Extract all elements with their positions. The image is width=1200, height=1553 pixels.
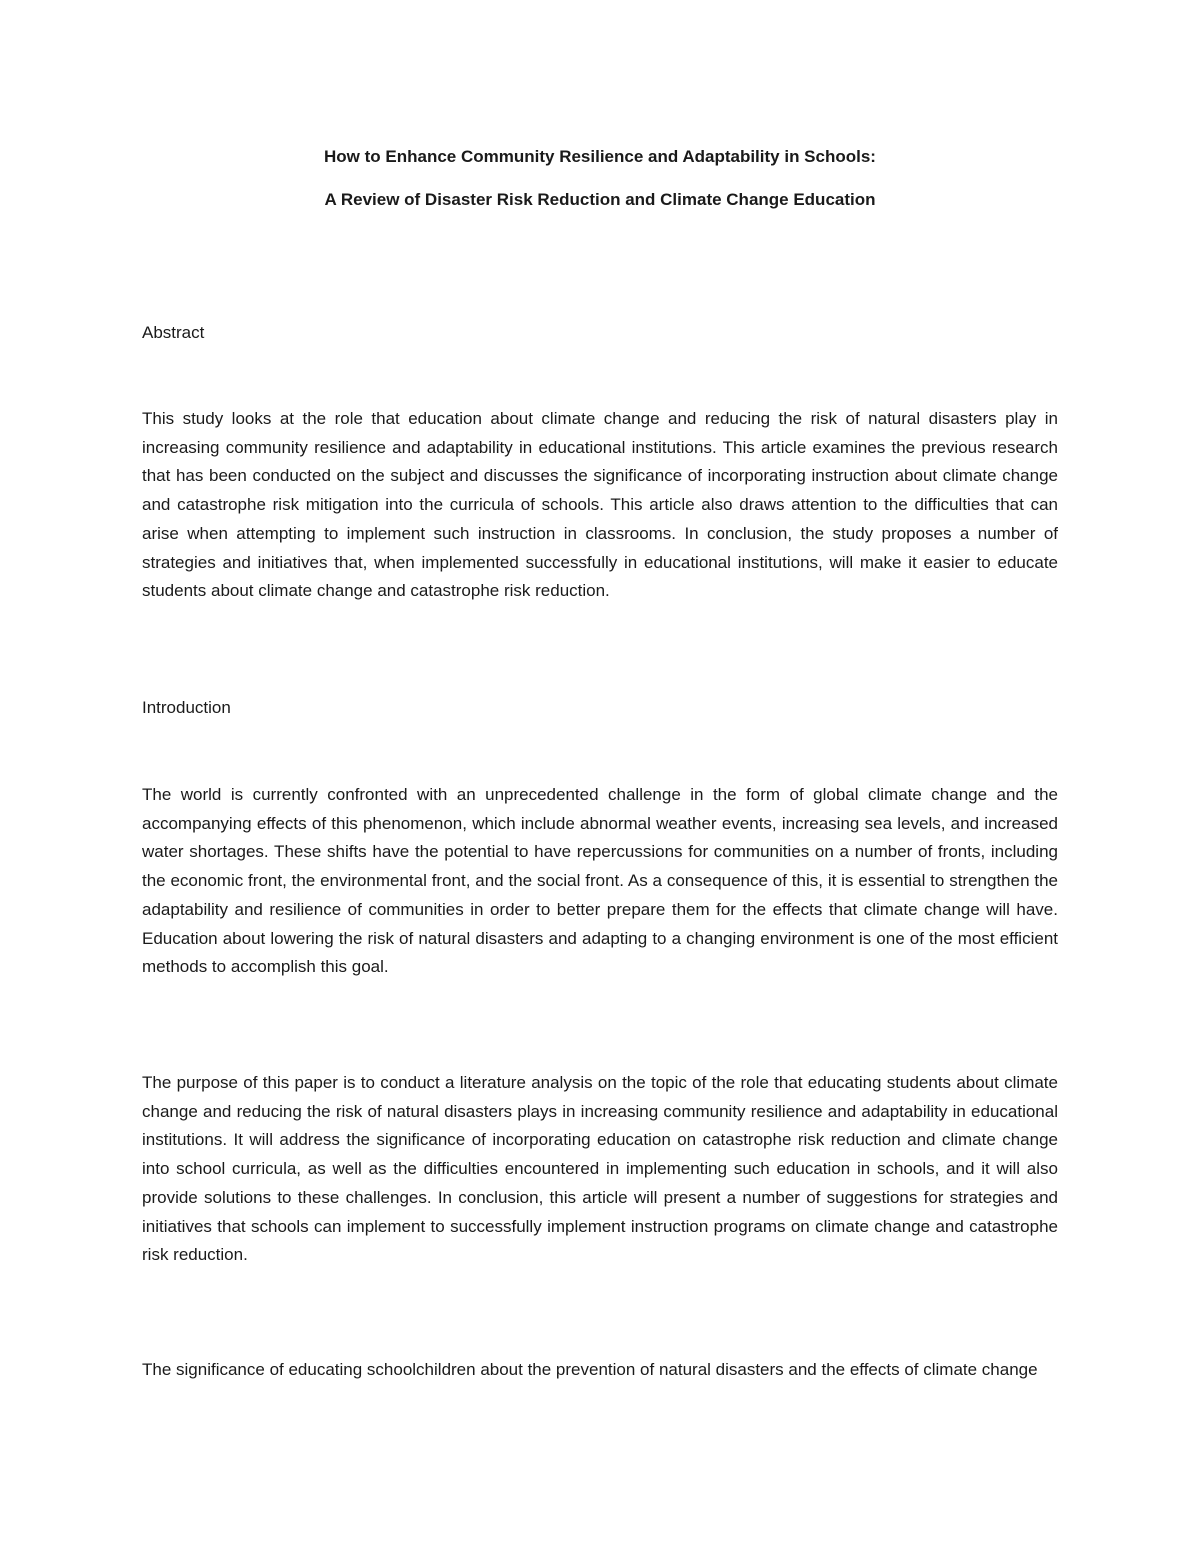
abstract-paragraph: This study looks at the role that education about climate change and reducing the risk of natural disasters play in increasing community resilience and adaptability in educational institutions. This article examines the previous research that has been conducted on the subject and discusses the significance of incorporating instruction about climate change and catastrophe risk mitigation into the curricula of schools. This article also draws attention to the difficulties that can arise when attempting to implement such instruction in classrooms. In conclusion, the study proposes a number of strategies and initiatives that, when implemented successfully in educational institutions, will make it easier to educate students about climate change and catastrophe risk reduction. <box>142 409 1058 601</box>
introduction-paragraph-2: The purpose of this paper is to conduct a literature analysis on the topic of the role that educating students about climate change and reducing the risk of natural disasters plays in increasing community resilience and adaptability in educational institutions. It will address the significance of incorporating education on catastrophe risk reduction and climate change into school curricula, as well as the difficulties encountered in implementing such education in schools, and it will also provide solutions to these challenges. In conclusion, this article will present a number of suggestions for strategies and initiatives that schools can implement to successfully implement instruction programs on climate change and catastrophe risk reduction. <box>142 1073 1058 1265</box>
introduction-paragraph-1: The world is currently confronted with an unprecedented challenge in the form of global climate change and the accompanying effects of this phenomenon, which include abnormal weather events, increasing sea levels, and increased water shortages. These shifts have the potential to have repercussions for communities on a number of fronts, including the economic front, the environmental front, and the social front. As a consequence of this, it is essential to strengthen the adaptability and resilience of communities in order to better prepare them for the effects that climate change will have. Education about lowering the risk of natural disasters and adapting to a changing environment is one of the most efficient methods to accomplish this goal. <box>142 785 1058 977</box>
abstract-heading: Abstract <box>142 323 205 342</box>
significance-heading: The significance of educating schoolchildren about the prevention of natural disasters and the effects of climate change <box>142 1360 1038 1379</box>
introduction-heading: Introduction <box>142 698 231 717</box>
document-title-line-1: How to Enhance Community Resilience and Adaptability in Schools: <box>324 147 876 166</box>
document-title-line-2: A Review of Disaster Risk Reduction and Climate Change Education <box>324 190 876 209</box>
